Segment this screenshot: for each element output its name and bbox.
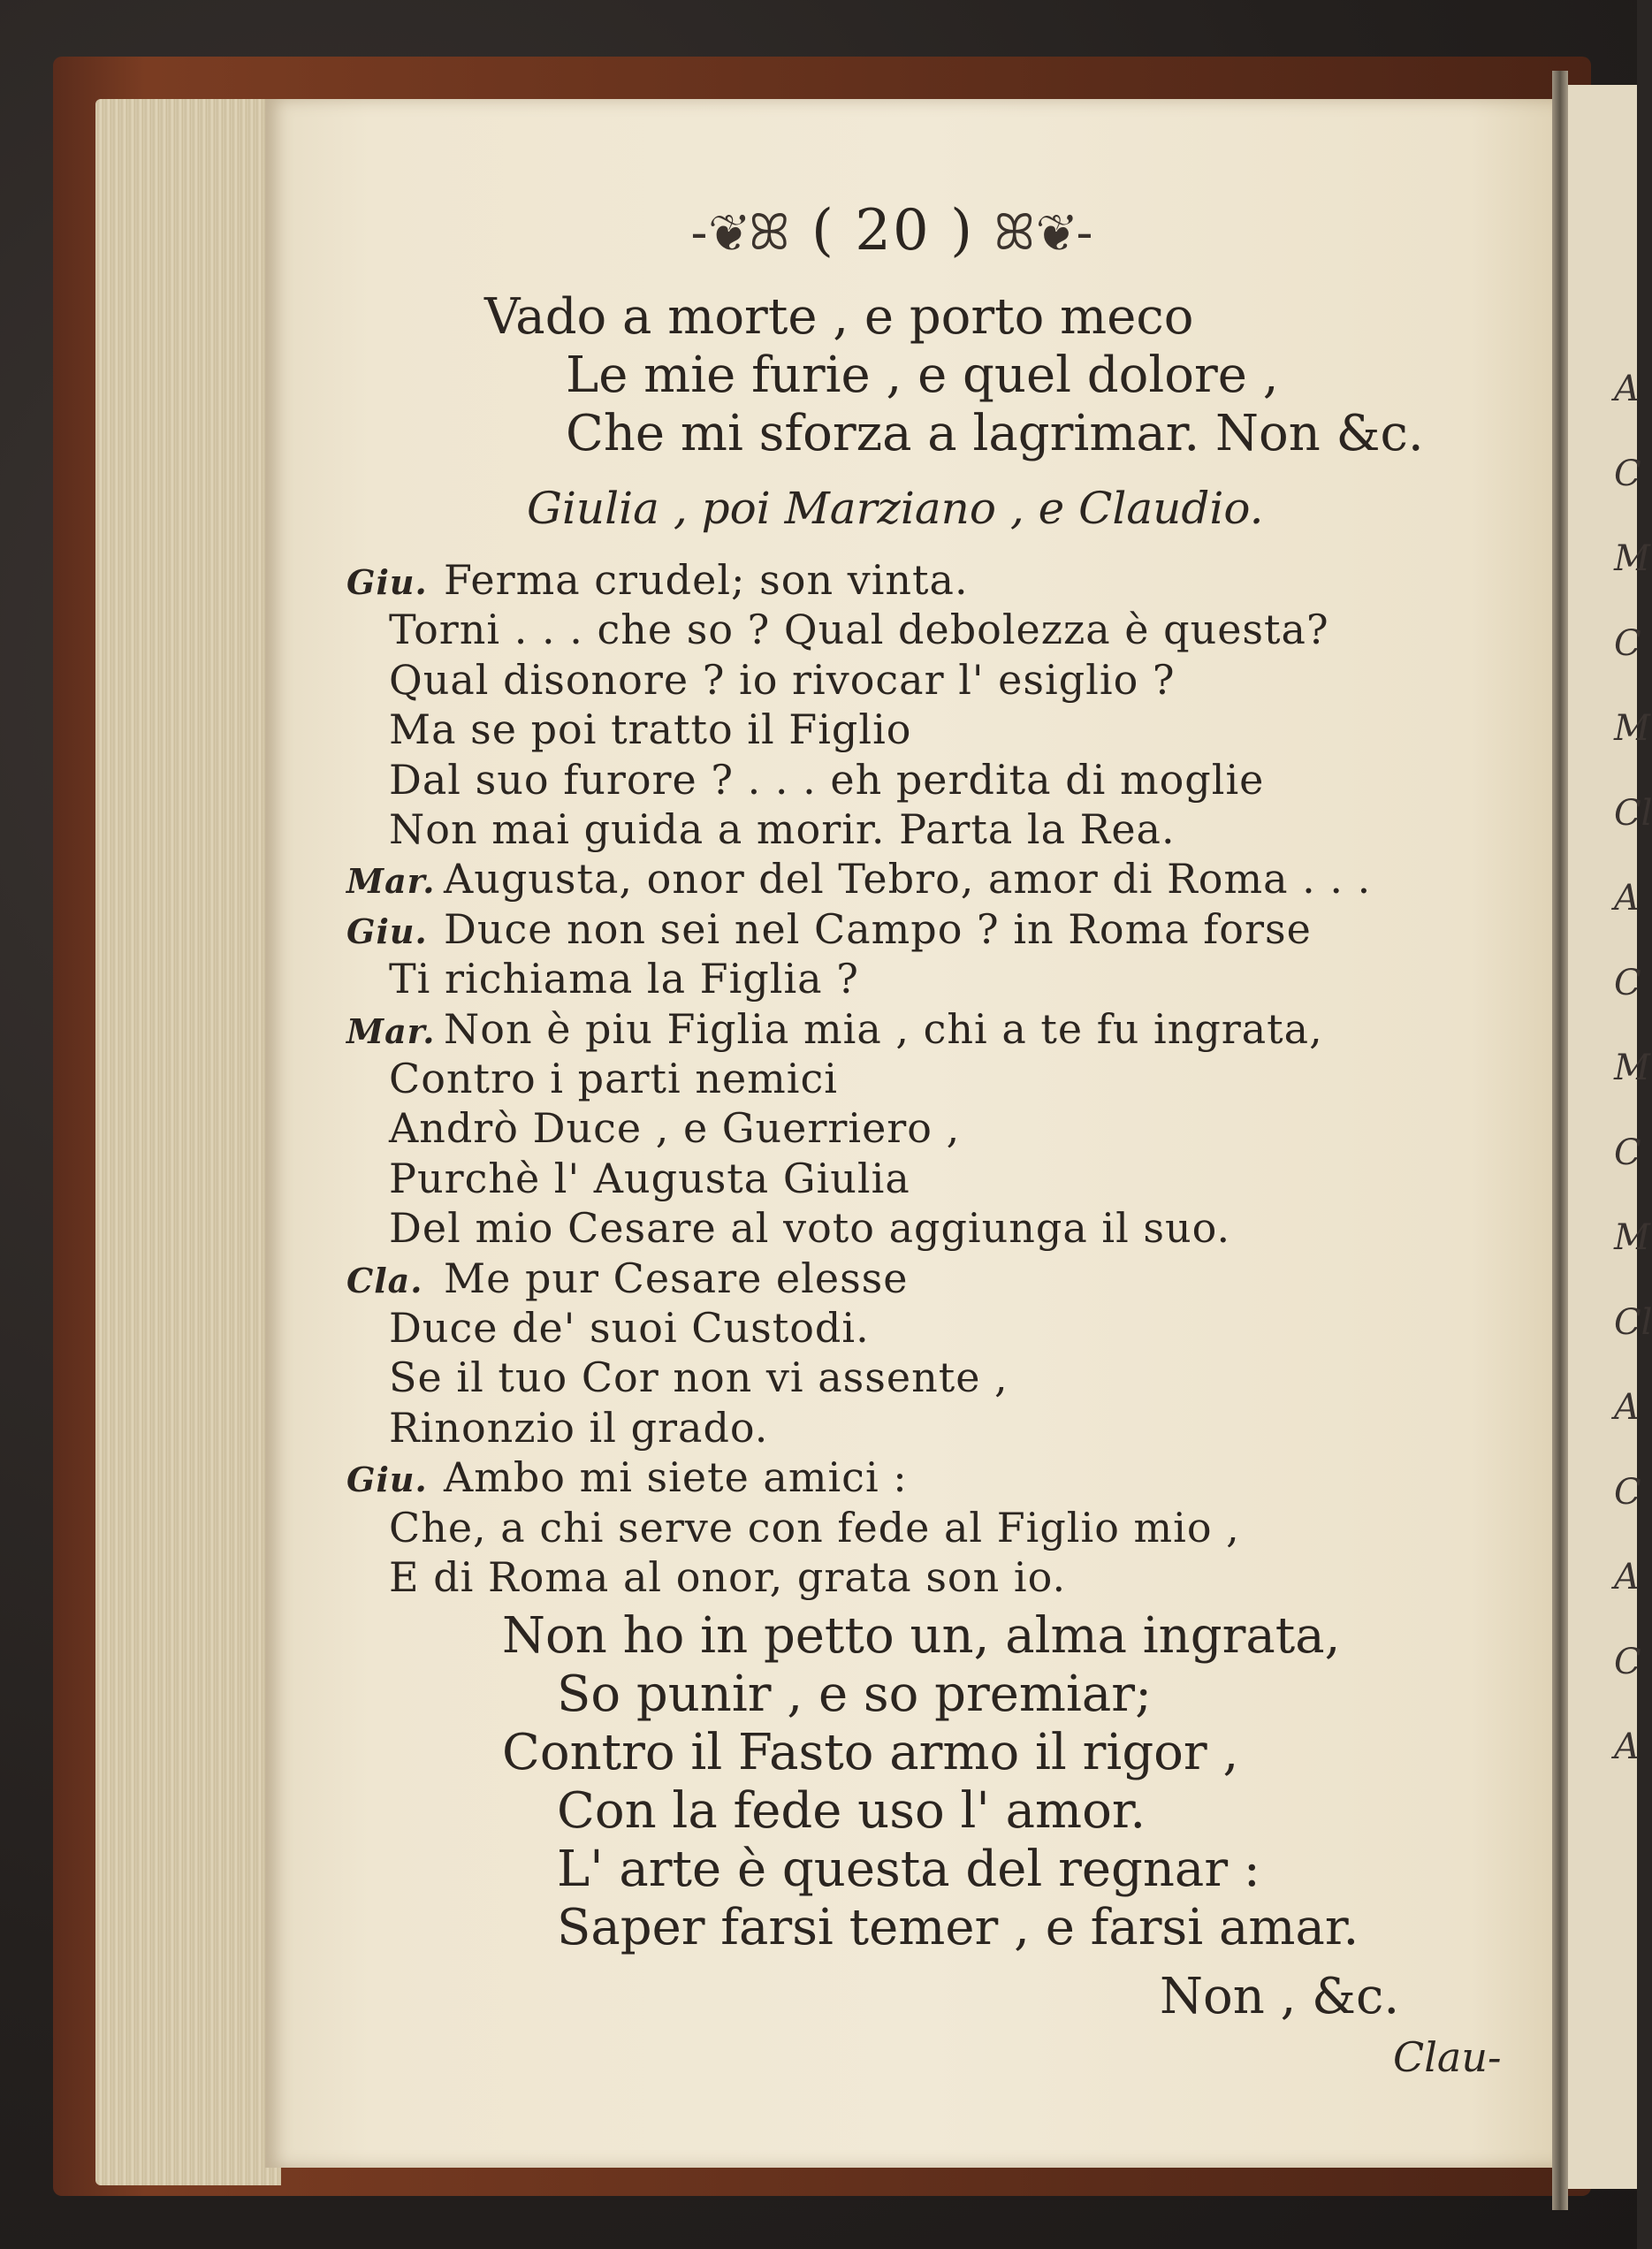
dialogue-line [346, 555, 969, 607]
facing-page-letter: M [1614, 538, 1650, 579]
dialogue-text: Ambo mi siete amici : [444, 1453, 908, 1501]
speaker-label: Cla. [346, 1261, 423, 1300]
aria2-line-1: Non ho in petto un, alma ingrata, [502, 1607, 1341, 1665]
dialogue-line [389, 1353, 1009, 1402]
dialogue-line [389, 655, 1176, 705]
dialogue-text: Torni . . . che so ? Qual debolezza è questa? [389, 606, 1329, 653]
aria2-line-2: So punir , e so premiar; [557, 1666, 1152, 1723]
speaker-label: Giu. [346, 562, 428, 602]
stage-direction: Giulia , poi Marziano , e Claudio. [527, 483, 1264, 534]
dialogue-text: Ma se poi tratto il Figlio [389, 705, 912, 753]
dialogue-line [389, 1054, 838, 1103]
facing-page-letter: A [1614, 1387, 1640, 1428]
dialogue-text: Rinonzio il grado. [389, 1404, 769, 1452]
speaker-label: Mar. [346, 861, 436, 901]
dialogue-text: Ti richiama la Figlia ? [389, 955, 859, 1003]
dialogue-line [389, 1503, 1240, 1552]
dialogue-text: Del mio Cesare al voto aggiunga il suo. [389, 1204, 1231, 1252]
dialogue-line [389, 705, 912, 754]
facing-page-letter: C [1614, 963, 1641, 1003]
facing-page-letter: C [1614, 1642, 1641, 1682]
facing-page-letter: C [1614, 1132, 1641, 1173]
facing-page-letter: M [1614, 708, 1650, 749]
dialogue-text: Dal suo furore ? . . . eh perdita di moglie [389, 756, 1265, 804]
dialogue-line [389, 1403, 768, 1452]
speaker-label: Giu. [346, 911, 428, 951]
dialogue-text: Qual disonore ? io rivocar l' esiglio ? [389, 656, 1176, 704]
dialogue-text: E di Roma al onor, grata son io. [389, 1553, 1067, 1601]
facing-page-letter: A [1614, 1557, 1640, 1597]
facing-page-letter: C [1614, 454, 1641, 494]
facing-page-letter: A [1614, 369, 1640, 409]
dialogue-line [389, 1103, 960, 1153]
dialogue-line [389, 954, 859, 1003]
facing-page-letter: C [1614, 623, 1641, 664]
dialogue-text: Che, a chi serve con fede al Figlio mio , [389, 1504, 1240, 1551]
aria2-line-5: L' arte è questa del regnar : [557, 1841, 1260, 1898]
aria2-line-3: Contro il Fasto armo il rigor , [502, 1724, 1239, 1781]
catchword: Clau- [1393, 2033, 1502, 2081]
dialogue-text: Me pur Cesare elesse [444, 1254, 909, 1302]
facing-page-letter: M [1614, 1048, 1650, 1088]
dialogue-line [389, 1552, 1066, 1602]
dialogue-line [389, 1203, 1230, 1253]
speaker-label: Giu. [346, 1460, 428, 1499]
dialogue-text: Se il tuo Cor non vi assente , [389, 1353, 1009, 1401]
aria1-line-2: Le mie furie , e quel dolore , [566, 347, 1279, 404]
dialogue-text: Duce de' suoi Custodi. [389, 1304, 870, 1352]
dialogue-line [346, 854, 1371, 906]
dialogue-text: Duce non sei nel Campo ? in Roma forse [444, 905, 1312, 953]
refrain: Non , &c. [1160, 1968, 1400, 2025]
dialogue-line [346, 1004, 1323, 1056]
dialogue-text: Non mai guida a morir. Parta la Rea. [389, 805, 1176, 853]
speaker-label: Mar. [346, 1011, 436, 1051]
facing-page-letter: Cl [1614, 1302, 1652, 1343]
dialogue-line [346, 1452, 908, 1505]
aria2-line-4: Con la fede uso l' amor. [557, 1782, 1146, 1840]
facing-page-letter: Cl [1614, 793, 1652, 834]
dialogue-text: Andrò Duce , e Guerriero , [389, 1104, 961, 1152]
dialogue-text: Augusta, onor del Tebro, amor di Roma . . . [444, 855, 1372, 903]
dialogue-line [346, 1254, 909, 1306]
facing-page-text [1614, 369, 1652, 1814]
dialogue-text: Contro i parti nemici [389, 1055, 838, 1102]
ornament-right-icon: ꕤ❦- [993, 204, 1095, 262]
dialogue-line [389, 1303, 870, 1353]
page-number: ( 20 ) [811, 198, 975, 263]
facing-page-letter: C [1614, 1472, 1641, 1513]
page-header [654, 191, 1131, 271]
dialogue-line [389, 804, 1176, 854]
dialogue-line [389, 605, 1329, 654]
dialogue-line [346, 904, 1312, 957]
dialogue-text: Non è piu Figlia mia , chi a te fu ingrata, [444, 1005, 1323, 1053]
book-gutter [1552, 71, 1568, 2210]
facing-page-letter: A [1614, 878, 1640, 919]
dialogue-text: Purchè l' Augusta Giulia [389, 1155, 910, 1202]
aria1-line-1: Vado a morte , e porto meco [484, 288, 1194, 346]
aria2-line-6: Saper farsi temer , e farsi amar. [557, 1899, 1359, 1956]
ornament-left-icon: -❦ꕤ [690, 204, 792, 262]
dialogue-line [389, 755, 1264, 804]
facing-page-letter: A [1614, 1727, 1640, 1767]
page-edges [95, 99, 281, 2185]
facing-page-letter: M [1614, 1217, 1650, 1258]
dialogue-text: Ferma crudel; son vinta. [444, 556, 969, 604]
aria1-line-3: Che mi sforza a lagrimar. Non &c. [566, 405, 1424, 462]
dialogue-line [389, 1154, 910, 1203]
